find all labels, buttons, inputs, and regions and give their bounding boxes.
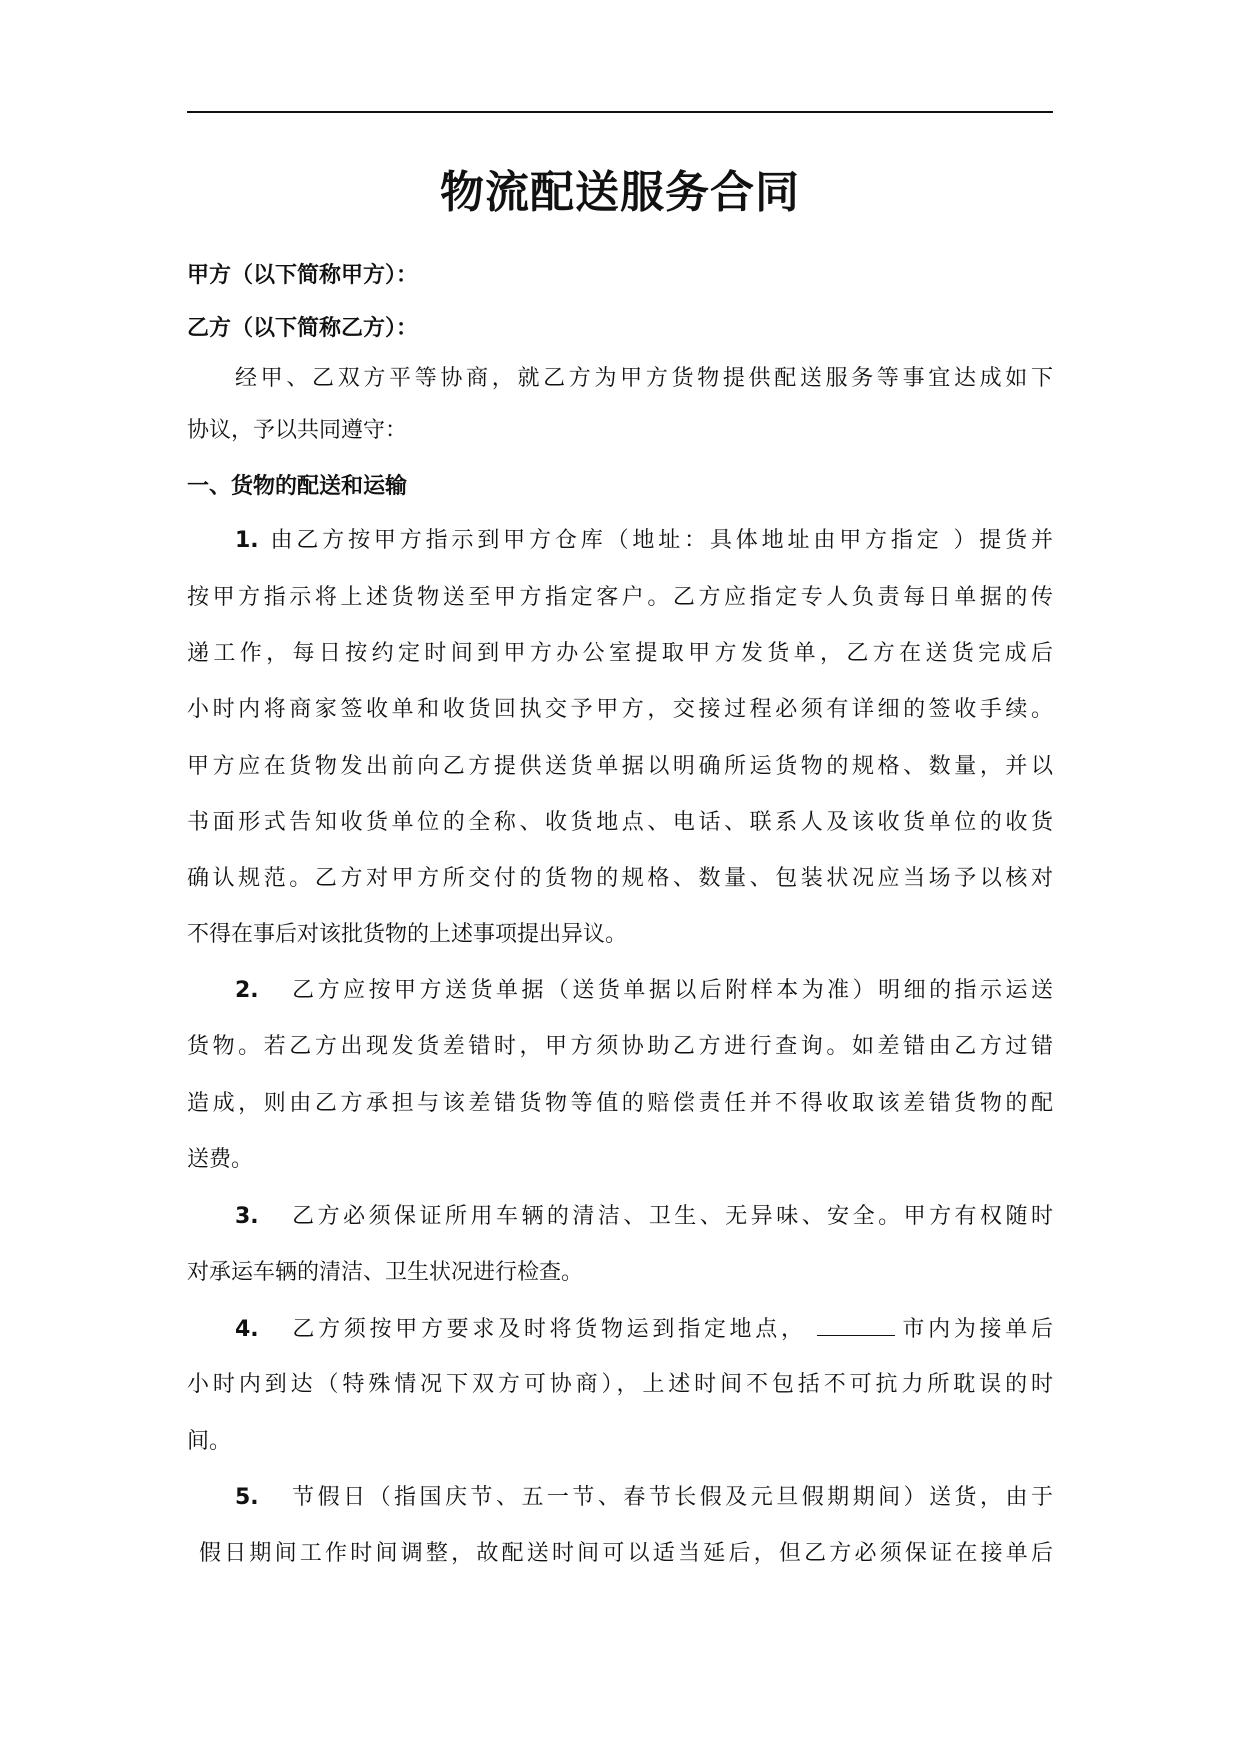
clause-text: 乙方必须保证所用车辆的清洁、卫生、无异味、安全。甲方有权随时	[288, 1204, 1053, 1229]
clause-2-first-line	[235, 973, 1053, 1009]
clause-number: 1.	[235, 528, 259, 553]
clause-line: 按甲方指示将上述货物送至甲方指定客户。乙方应指定专人负责每日单据的传	[187, 585, 1053, 610]
clause-line: 造成，则由乙方承担与该差错货物等值的赔偿责任并不得收取该差错货物的配	[187, 1091, 1053, 1116]
clause-line: 不得在事后对该批货物的上述事项提出异议。	[187, 922, 628, 947]
clause-line: 书面形式告知收货单位的全称、收货地点、电话、联系人及该收货单位的收货	[187, 810, 1053, 835]
clause-line: 确认规范。乙方对甲方所交付的货物的规格、数量、包装状况应当场予以核对	[187, 866, 1053, 891]
clause-5-first-line	[235, 1480, 1053, 1516]
clause-line: 假日期间工作时间调整，故配送时间可以适当延后，但乙方必须保证在接单后	[199, 1541, 1053, 1566]
clause-text: 市内为接单后	[898, 1317, 1053, 1342]
clause-line: 甲方应在货物发出前向乙方提供送货单据以明确所运货物的规格、数量，并以	[187, 754, 1053, 779]
clause-line: 递工作，每日按约定时间到甲方办公室提取甲方发货单，乙方在送货完成后	[187, 641, 1053, 666]
intro-line: 协议，予以共同遵守：	[187, 418, 408, 443]
clause-text: 乙方须按甲方要求及时将货物运到指定地点，	[288, 1317, 807, 1342]
header-rule	[187, 111, 1053, 113]
clause-1-first-line	[235, 523, 1053, 559]
clause-number: 3.	[235, 1204, 259, 1229]
clause-number: 2.	[235, 978, 259, 1003]
clause-line: 送费。	[187, 1147, 254, 1172]
intro-line: 经甲、乙双方平等协商，就乙方为甲方货物提供配送服务等事宜达成如下	[235, 366, 1053, 391]
clause-line: 小时内将商家签收单和收货回执交予甲方，交接过程必须有详细的签收手续。	[187, 697, 1053, 722]
clause-text: 节假日（指国庆节、五一节、春节长假及元旦假期期间）送货，由于	[288, 1485, 1053, 1510]
clause-number: 4.	[235, 1317, 259, 1342]
clause-line: 间。	[187, 1429, 232, 1454]
party-a-line: 甲方（以下简称甲方）：	[187, 263, 419, 288]
clause-text: 乙方应按甲方送货单据（送货单据以后附样本为准）明细的指示运送	[288, 978, 1053, 1003]
fill-in-blank[interactable]	[817, 1311, 895, 1336]
clause-3-first-line	[235, 1199, 1053, 1235]
clause-line: 对承运车辆的清洁、卫生状况进行检查。	[187, 1260, 584, 1285]
clause-line: 货物。若乙方出现发货差错时，甲方须协助乙方进行查询。如差错由乙方过错	[187, 1034, 1053, 1059]
clause-line: 小时内到达（特殊情况下双方可协商），上述时间不包括不可抗力所耽误的时	[187, 1372, 1053, 1397]
party-b-line: 乙方（以下简称乙方）：	[187, 316, 419, 341]
clause-number: 5.	[235, 1485, 259, 1510]
section-heading: 一、货物的配送和运输	[187, 474, 408, 499]
clause-4-first-line	[235, 1311, 1053, 1348]
page-title: 物流配送服务合同	[440, 167, 800, 218]
clause-text: 由乙方按甲方指示到甲方仓库（地址：具体地址由甲方指定 ）提货并	[266, 528, 1053, 553]
